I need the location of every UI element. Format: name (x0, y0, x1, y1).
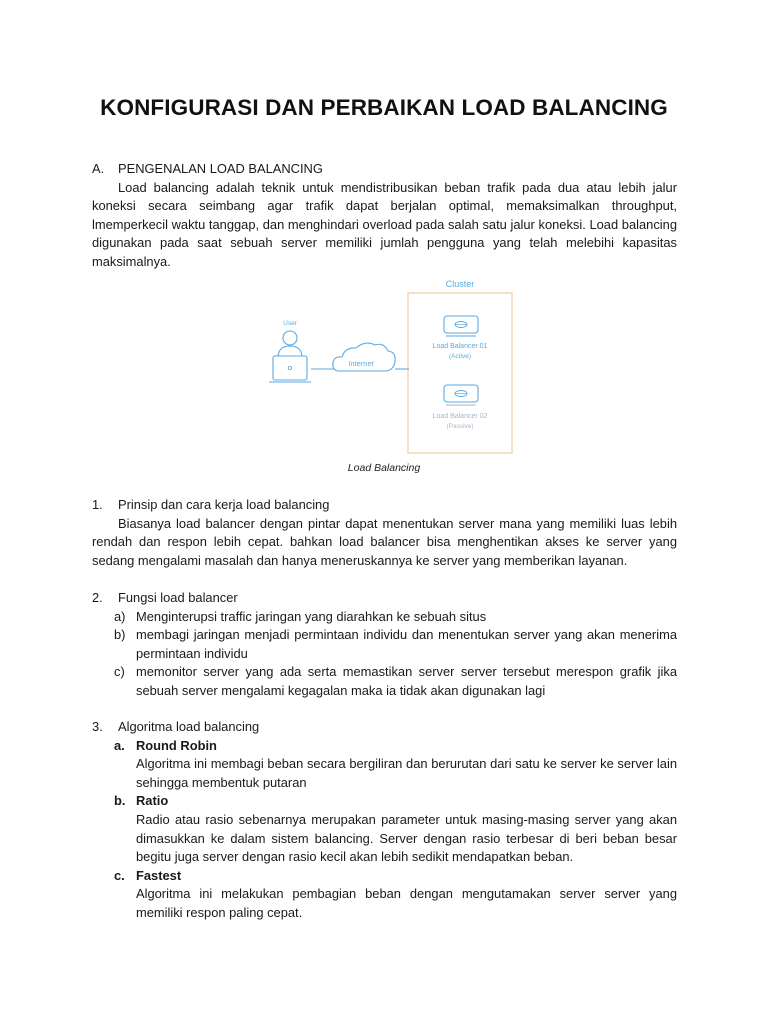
section-a-paragraph: Load balancing adalah teknik untuk mendistribusikan beban trafik pada dua atau lebih jalur koneksi secara seimbang agar trafik dapat berjalan optimal, memaksimalkan throughput, lmemperkecil waktu tanggap, dan menghindari overload pada salah satu jalur koneksi. Load balancing digunakan pada saat sebuah server memiliki jumlah pengguna yang telah melebihi kapasitas maksimalnya. (92, 179, 677, 269)
section-3-heading-row (92, 718, 677, 737)
server-icon (444, 385, 478, 405)
lb1-status: (Active) (448, 353, 472, 360)
figure-caption: Load Balancing (347, 462, 421, 474)
lb2-status: (Passive) (446, 423, 474, 430)
section-2-heading: Fungsi load balancer (118, 590, 238, 605)
list-item-label: c) (114, 664, 125, 680)
page-title: KONFIGURASI DAN PERBAIKAN LOAD BALANCING (100, 95, 668, 120)
section-2-number: 2. (92, 590, 103, 605)
algorithm-label: c. (114, 867, 125, 883)
algorithm-name: Fastest (136, 867, 182, 883)
algorithm-description: Algoritma ini melakukan pembagian beban dengan mengutamakan server server yang memiliki respon paling cepat. (136, 886, 677, 920)
section-3 (92, 718, 677, 923)
algorithm-heading (92, 737, 677, 756)
server-icon (444, 316, 478, 336)
lb2-label: Load Balancer 02 (432, 413, 488, 420)
algorithm-description: Algoritma ini membagi beban secara bergiliran dan berurutan dari satu ke server ke server lain sehingga membentuk putaran (136, 756, 677, 790)
list-item-text: memonitor server yang ada serta memastikan server server tersebut merespon grafik jika sebuah server mengalami kegagalan maka ia tidak akan digunakan lagi (136, 664, 677, 698)
algorithm-heading (92, 792, 677, 811)
section-1-heading-row (92, 496, 677, 515)
user-icon (269, 331, 311, 382)
section-1-number: 1. (92, 497, 103, 512)
internet-label: Internet (348, 359, 374, 368)
section-a-label: A. (92, 161, 105, 176)
algorithm-description: Radio atau rasio sebenarnya merupakan parameter untuk masing-masing server yang akan dimasukkan ke dalam sistem balancing. Server dengan rasio terbesar di beri beban besar begitu juga server dengan rasio kecil akan lebih sedikit mendapatkan beban. (136, 811, 677, 865)
user-label: User (283, 320, 297, 327)
section-3-number: 3. (92, 719, 103, 734)
algorithm-name: Round Robin (136, 737, 217, 753)
algorithm-heading (92, 867, 677, 886)
section-2-heading-row (92, 589, 677, 608)
section-a-heading: PENGENALAN LOAD BALANCING (118, 161, 323, 176)
cluster-label: Cluster (445, 279, 475, 289)
lb1-label: Load Balancer 01 (432, 343, 488, 350)
list-item (92, 626, 677, 663)
list-item-label: b) (114, 627, 126, 643)
algorithm-label: b. (114, 793, 126, 809)
section-1-heading: Prinsip dan cara kerja load balancing (118, 497, 330, 512)
load-balancing-diagram (256, 276, 526, 466)
section-a (92, 160, 677, 272)
list-item-label: a) (114, 608, 126, 624)
section-2 (92, 589, 677, 701)
section-1 (92, 496, 677, 570)
list-item (92, 608, 677, 627)
list-item-text: membagi jaringan menjadi permintaan individu dan menentukan server yang akan menerima permintaan individu (136, 627, 677, 661)
algorithm-name: Ratio (136, 793, 169, 809)
section-1-paragraph: Biasanya load balancer dengan pintar dapat menentukan server mana yang memiliki luas lebih rendah dan respon lebih cepat. bahkan load balancer bisa menghentikan akses ke server yang sedang mengalami masalah dan hanya meneruskannya ke server yang memberikan layanan. (92, 515, 677, 568)
section-a-heading-row (92, 160, 677, 179)
section-3-heading: Algoritma load balancing (118, 719, 260, 734)
algorithm-label: a. (114, 737, 125, 753)
list-item-text: Menginterupsi traffic jaringan yang diarahkan ke sebuah situs (136, 608, 487, 624)
list-item (92, 663, 677, 700)
